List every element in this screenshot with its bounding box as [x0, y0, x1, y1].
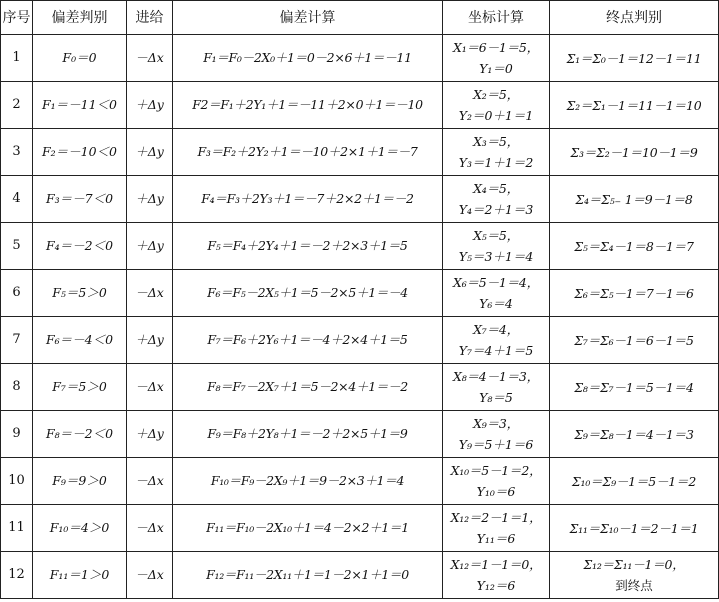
header-deviation-judge: 偏差判别: [33, 1, 127, 35]
coord-calc-cell: [443, 505, 550, 552]
header-endpoint-judge: 终点判别: [550, 1, 719, 35]
table-row: [1, 552, 719, 599]
deviation-calc-cell: F2＝F₁＋2Y₁＋1＝－11＋2×0＋1＝－10: [173, 82, 443, 129]
feed-cell: －Δx: [127, 35, 173, 82]
endpoint-judge-cell: [550, 552, 719, 599]
feed-cell: －Δx: [127, 364, 173, 411]
deviation-judge-cell: F₁₁＝1＞0: [33, 552, 127, 599]
endpoint-line: Σ₆＝Σ₅－1＝7－1＝6: [574, 285, 694, 301]
coord-line-x: X₄＝5，: [473, 181, 519, 196]
feed-cell: －Δx: [127, 552, 173, 599]
coord-line-x: X₇＝4，: [473, 322, 519, 337]
table-row: [1, 505, 719, 552]
feed-cell: －Δx: [127, 505, 173, 552]
coord-line-y: Y₁₁＝6: [476, 531, 516, 546]
coord-calc-cell: [443, 223, 550, 270]
endpoint-line: Σ₁₀＝Σ₉－1＝5－1＝2: [571, 473, 697, 489]
endpoint-line: Σ₈＝Σ₇－1＝5－1＝4: [574, 379, 694, 395]
endpoint-judge-cell: [550, 82, 719, 129]
deviation-calc-cell: F₇＝F₆＋2Y₆＋1＝－4＋2×4＋1＝5: [173, 317, 443, 364]
coord-calc-cell: [443, 552, 550, 599]
deviation-calc-cell: F₃＝F₂＋2Y₂＋1＝－10＋2×1＋1＝－7: [173, 129, 443, 176]
coord-line-x: X₁₂＝1－1＝0，: [450, 557, 542, 572]
endpoint-line: Σ₁₁＝Σ₁₀－1＝2－1＝1: [569, 520, 699, 536]
row-index: 2: [1, 82, 33, 129]
coord-line-x: X₃＝5，: [473, 134, 519, 149]
endpoint-judge-cell: [550, 458, 719, 505]
coord-line-x: X₂＝5，: [473, 87, 519, 102]
coord-line-y: Y₃＝1＋1＝2: [458, 155, 534, 170]
coord-line-y: Y₁₀＝6: [476, 484, 516, 499]
header-coord-calc: 坐标计算: [443, 1, 550, 35]
header-feed: 进给: [127, 1, 173, 35]
table-row: [1, 176, 719, 223]
coord-line-y: Y₁＝0: [479, 61, 513, 76]
feed-cell: ＋Δy: [127, 223, 173, 270]
deviation-calc-cell: F₄＝F₃＋2Y₃＋1＝－7＋2×2＋1＝－2: [173, 176, 443, 223]
endpoint-judge-cell: [550, 35, 719, 82]
deviation-calc-cell: F₁₂＝F₁₁－2X₁₁＋1＝1－2×1＋1＝0: [173, 552, 443, 599]
table-row: [1, 317, 719, 364]
coord-line-y: Y₇＝4＋1＝5: [458, 343, 534, 358]
coord-line-y: Y₅＝3＋1＝4: [458, 249, 534, 264]
endpoint-judge-cell: [550, 129, 719, 176]
coord-line-y: Y₂＝0＋1＝1: [458, 108, 534, 123]
row-index: 8: [1, 364, 33, 411]
deviation-calc-cell: F₁＝F₀－2X₀＋1＝0－2×6＋1＝－11: [173, 35, 443, 82]
row-index: 12: [1, 552, 33, 599]
coord-line-x: X₁₂＝2－1＝1，: [450, 510, 542, 525]
endpoint-judge-cell: [550, 364, 719, 411]
coord-line-y: Y₉＝5＋1＝6: [458, 437, 534, 452]
coord-calc-cell: [443, 364, 550, 411]
endpoint-judge-cell: [550, 317, 719, 364]
deviation-judge-cell: F₀＝0: [33, 35, 127, 82]
deviation-judge-cell: F₂＝－10＜0: [33, 129, 127, 176]
deviation-judge-cell: F₁＝－11＜0: [33, 82, 127, 129]
endpoint-line: Σ₃＝Σ₂－1＝10－1＝9: [570, 144, 698, 160]
endpoint-judge-cell: [550, 270, 719, 317]
table-row: [1, 223, 719, 270]
deviation-calc-cell: F₅＝F₄＋2Y₄＋1＝－2＋2×3＋1＝5: [173, 223, 443, 270]
row-index: 4: [1, 176, 33, 223]
coord-calc-cell: [443, 35, 550, 82]
coord-line-y: Y₁₂＝6: [476, 578, 516, 593]
deviation-calc-cell: F₆＝F₅－2X₅＋1＝5－2×5＋1＝－4: [173, 270, 443, 317]
deviation-judge-cell: F₄＝－2＜0: [33, 223, 127, 270]
feed-cell: ＋Δy: [127, 176, 173, 223]
coord-line-y: Y₆＝4: [479, 296, 513, 311]
table-row: [1, 458, 719, 505]
endpoint-line: Σ₁₂＝Σ₁₁－1＝0，: [583, 557, 685, 572]
endpoint-line: Σ₄＝Σ₅₋ 1＝9－1＝8: [575, 191, 693, 207]
row-index: 7: [1, 317, 33, 364]
deviation-calc-cell: F₈＝F₇－2X₇＋1＝5－2×4＋1＝－2: [173, 364, 443, 411]
header-index: 序号: [1, 1, 33, 35]
endpoint-judge-cell: [550, 411, 719, 458]
coord-line-x: X₁₀＝5－1＝2，: [450, 463, 542, 478]
coord-line-y: Y₄＝2＋1＝3: [458, 202, 534, 217]
table-body: [1, 35, 719, 599]
coord-line-x: X₅＝5，: [473, 228, 519, 243]
coord-line-x: X₉＝3，: [473, 416, 519, 431]
coord-line-x: X₈＝4－1＝3，: [453, 369, 539, 384]
endpoint-line: Σ₉＝Σ₈－1＝4－1＝3: [574, 426, 694, 442]
feed-cell: －Δx: [127, 270, 173, 317]
coord-calc-cell: [443, 176, 550, 223]
endpoint-line: Σ₅＝Σ₄－1＝8－1＝7: [574, 238, 694, 254]
endpoint-line: Σ₁＝Σ₀－1＝12－1＝11: [566, 50, 702, 66]
feed-cell: －Δx: [127, 458, 173, 505]
deviation-calc-cell: F₉＝F₈＋2Y₈＋1＝－2＋2×5＋1＝9: [173, 411, 443, 458]
deviation-calc-cell: F₁₁＝F₁₀－2X₁₀＋1＝4－2×2＋1＝1: [173, 505, 443, 552]
row-index: 1: [1, 35, 33, 82]
coord-calc-cell: [443, 317, 550, 364]
coord-calc-cell: [443, 458, 550, 505]
row-index: 5: [1, 223, 33, 270]
deviation-judge-cell: F₇＝5＞0: [33, 364, 127, 411]
table-row: [1, 270, 719, 317]
feed-cell: ＋Δy: [127, 129, 173, 176]
feed-cell: ＋Δy: [127, 411, 173, 458]
row-index: 3: [1, 129, 33, 176]
deviation-judge-cell: F₁₀＝4＞0: [33, 505, 127, 552]
table-row: [1, 35, 719, 82]
row-index: 9: [1, 411, 33, 458]
endpoint-judge-cell: [550, 176, 719, 223]
header-deviation-calc: 偏差计算: [173, 1, 443, 35]
endpoint-line: Σ₇＝Σ₆－1＝6－1＝5: [574, 332, 694, 348]
deviation-judge-cell: F₅＝5＞0: [33, 270, 127, 317]
table-row: [1, 129, 719, 176]
table-header-row: [1, 1, 719, 35]
endpoint-reached-label: 到终点: [615, 578, 653, 593]
deviation-judge-cell: F₈＝－2＜0: [33, 411, 127, 458]
endpoint-line: Σ₂＝Σ₁－1＝11－1＝10: [566, 97, 702, 113]
coord-line-y: Y₈＝5: [479, 390, 513, 405]
endpoint-judge-cell: [550, 505, 719, 552]
coord-calc-cell: [443, 270, 550, 317]
coord-calc-cell: [443, 411, 550, 458]
coord-calc-cell: [443, 82, 550, 129]
deviation-judge-cell: F₃＝－7＜0: [33, 176, 127, 223]
table-row: [1, 364, 719, 411]
row-index: 11: [1, 505, 33, 552]
row-index: 10: [1, 458, 33, 505]
table-row: [1, 411, 719, 458]
feed-cell: ＋Δy: [127, 82, 173, 129]
deviation-calc-cell: F₁₀＝F₉－2X₉＋1＝9－2×3＋1＝4: [173, 458, 443, 505]
row-index: 6: [1, 270, 33, 317]
deviation-judge-cell: F₉＝9＞0: [33, 458, 127, 505]
coord-line-x: X₆＝5－1＝4，: [453, 275, 539, 290]
coord-calc-cell: [443, 129, 550, 176]
deviation-judge-cell: F₆＝－4＜0: [33, 317, 127, 364]
table-row: [1, 82, 719, 129]
endpoint-judge-cell: [550, 223, 719, 270]
coord-line-x: X₁＝6－1＝5，: [453, 40, 539, 55]
feed-cell: ＋Δy: [127, 317, 173, 364]
